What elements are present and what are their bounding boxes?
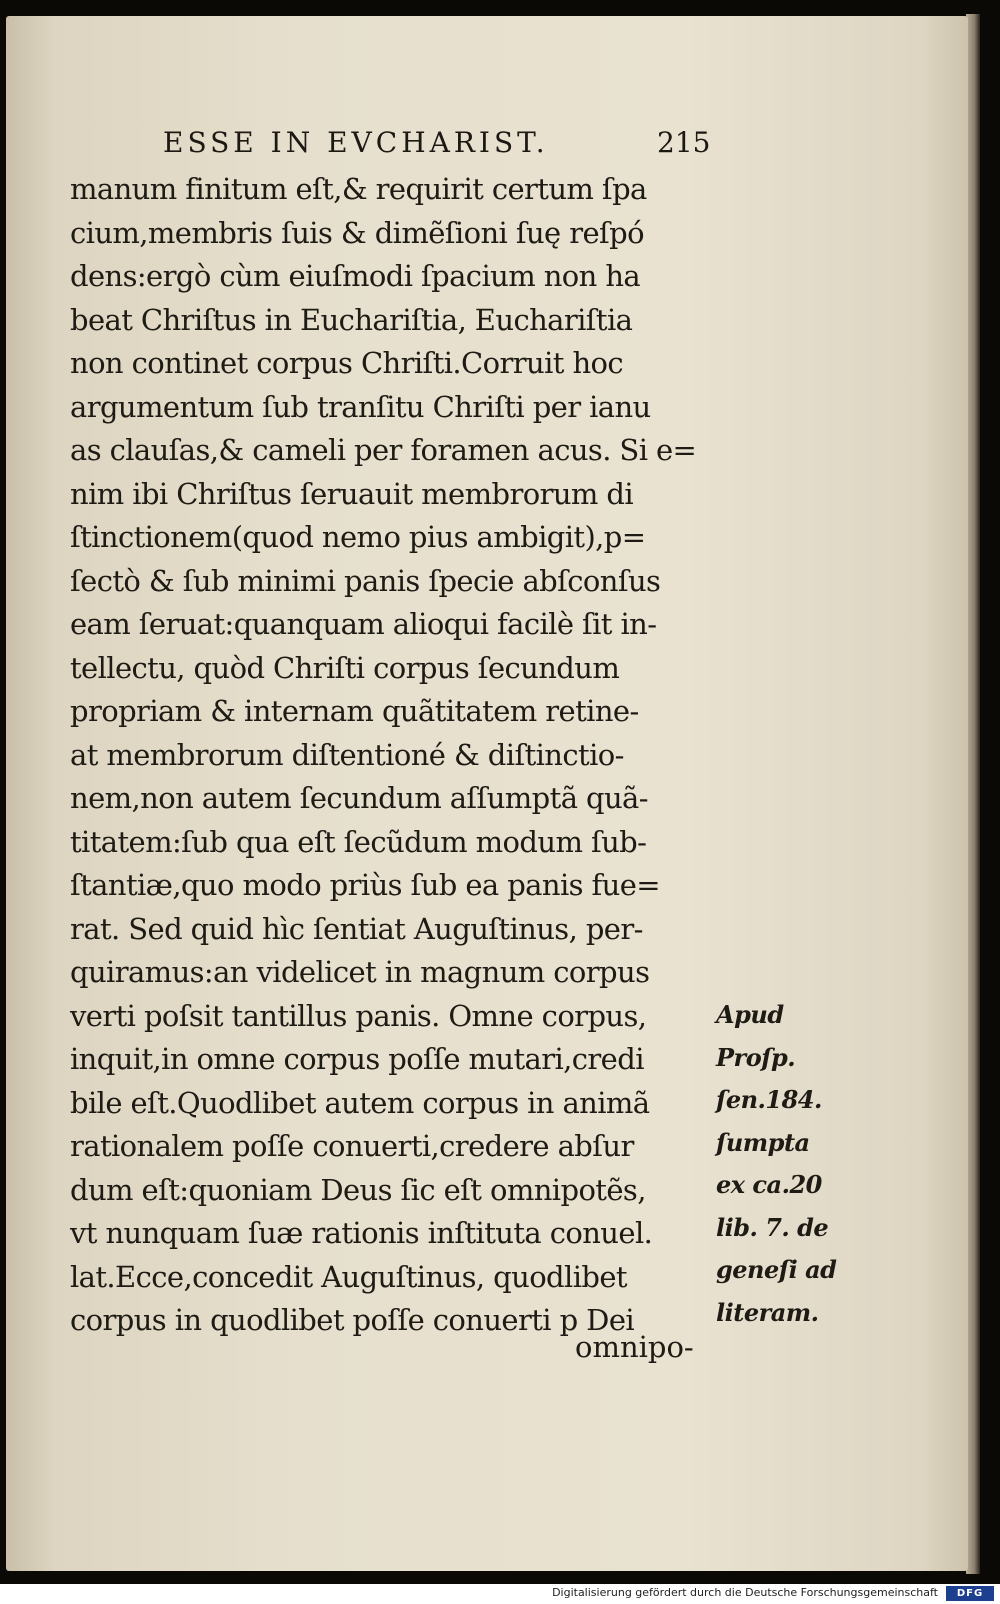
text-line: inquit,in omne corpus poſſe mutari,credi [70,1042,644,1076]
text-line: as clauſas,& cameli per foramen acus. Si e= [70,433,697,467]
text-line: cium,membris ſuis & dimẽſioni ſuę reſpó [70,215,645,250]
marginal-note-line: ſumpta [716,1127,810,1157]
marginal-note-line: ſen.184. [716,1085,822,1114]
marginal-note-line: literam. [716,1297,819,1327]
text-line: propriam & internam quãtitatem retine- [70,694,639,728]
text-line: ſtinctionem(quod nemo pius ambigit),p= [70,520,646,554]
text-line: corpus in quodlibet poſſe conuerti p Dei [70,1303,635,1337]
text-line: quiramus:an videlicet in magnum corpus [70,955,650,989]
text-line: vt nunquam ſuæ rationis inſtituta conuel. [70,1216,653,1250]
marginal-note-line: geneſi ad [716,1255,837,1284]
text-line: dens:ergò cùm eiuſmodi ſpacium non ha [70,259,641,293]
marginal-note [716,994,841,1334]
page-edge [966,14,980,1574]
marginal-note-line: Proſp. [716,1042,796,1072]
marginal-note-line: Apud [716,1000,784,1029]
marginal-note-line: ex ca.20 [716,1170,822,1199]
text-line: titatem:ſub qua eſt ſecũdum modum ſub- [70,824,647,859]
text-line: at membrorum diſtentioné & diſtinctio- [70,737,624,772]
text-line: rationalem poſſe conuerti,credere abſur [70,1129,634,1163]
page-number: 215 [657,126,711,159]
marginal-note-line: lib. 7. de [716,1212,829,1242]
text-line: nim ibi Chriſtus ſeruauit membrorum di [70,476,634,511]
text-line: eam ſeruat:quanquam alioqui facilè ſit in- [70,607,657,641]
text-line: argumentum ſub tranſitu Chriſti per ianu [70,389,651,424]
page-header [0,126,1000,170]
text-line: beat Chriſtus in Euchariſtia, Euchariſtia [70,302,633,337]
text-line: verti poſsit tantillus panis. Omne corpus, [70,998,647,1033]
funding-credit: Digitalisierung gefördert durch die Deutsche Forschungsgemeinschaft [552,1586,938,1599]
text-line: rat. Sed quid hìc ſentiat Auguſtinus, per- [70,911,643,946]
text-line: non continet corpus Chriſti.Corruit hoc [70,346,624,380]
running-head: ESSE IN EVCHARIST. [163,126,549,159]
footer-bar [0,1584,1000,1604]
text-line: tellectu, quòd Chriſti corpus ſecundum [70,650,620,685]
text-line: manum finitum eſt,& requirit certum ſpa [70,172,647,206]
text-line: ſectò & ſub minimi panis ſpecie abſconſus [70,563,661,598]
text-line: lat.Ecce,concedit Auguſtinus, quodlibet [70,1259,627,1294]
catchword: omnipo- [575,1330,694,1364]
text-line: dum eſt:quoniam Deus ſic eſt omnipotẽs, [70,1172,646,1207]
text-line: ſtantiæ,quo modo priùs ſub ea panis fue= [70,868,660,902]
main-text-block [70,168,720,1343]
text-line: bile eſt.Quodlibet autem corpus in animã [70,1085,650,1120]
dfg-logo: DFG [946,1586,994,1601]
text-line: nem,non autem ſecundum aſſumptã quã- [70,781,648,815]
